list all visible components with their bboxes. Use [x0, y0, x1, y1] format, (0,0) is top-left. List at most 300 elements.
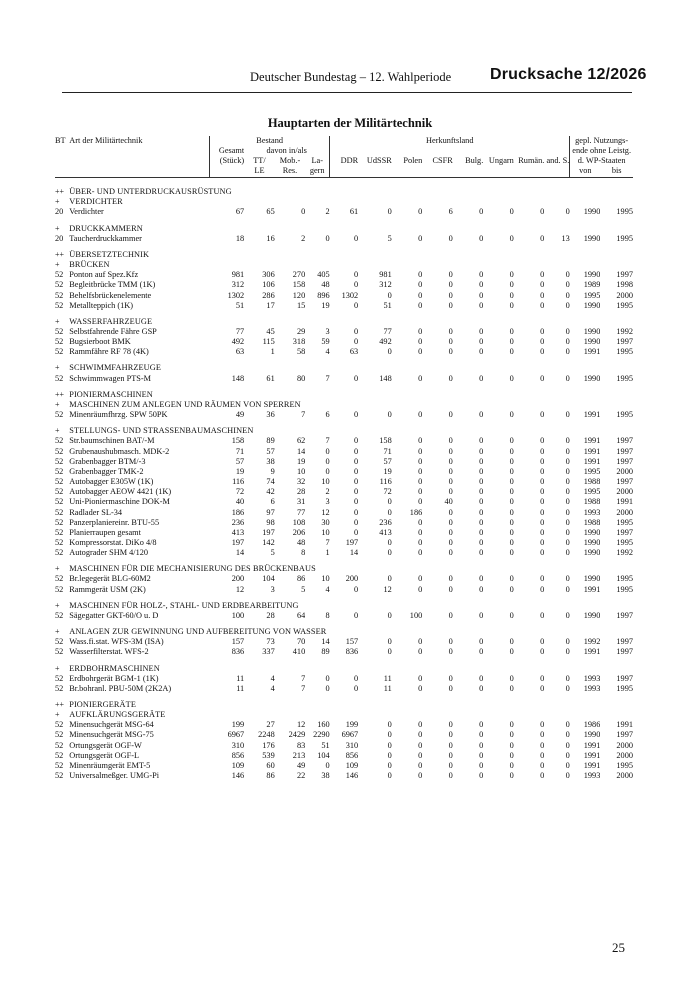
cell-lagern: 14 — [321, 637, 330, 647]
cell-udssr: 0 — [387, 740, 392, 750]
category-marker: + — [55, 663, 60, 673]
cell-csfr: 0 — [448, 720, 453, 730]
cell-udssr: 0 — [387, 548, 392, 558]
cell-mob-res: 158 — [292, 280, 306, 290]
cell-csfr: 0 — [448, 730, 453, 740]
cell-polen: 0 — [418, 290, 423, 300]
cell-bulg: 0 — [479, 207, 484, 217]
cell-ands: 0 — [565, 327, 570, 336]
cell-von: 1992 — [583, 637, 601, 647]
cell-art: Erdbohrgerät BGM-1 (1K) — [69, 673, 159, 683]
cell-udssr: 116 — [379, 477, 392, 487]
col-la: La- — [311, 156, 323, 166]
cell-lagern: 2290 — [313, 730, 330, 740]
cell-gesamt: 148 — [231, 373, 245, 383]
cell-udssr: 0 — [387, 750, 392, 760]
cell-mob-res: 86 — [296, 574, 306, 584]
cell-bt: 52 — [55, 290, 64, 300]
cell-mob-res: 15 — [296, 300, 306, 310]
cell-von: 1991 — [583, 446, 601, 456]
cell-ands: 0 — [565, 584, 570, 594]
cell-csfr: 0 — [448, 436, 453, 446]
cell-udssr: 0 — [387, 730, 392, 740]
table-row — [55, 477, 633, 487]
cell-tt-le: 28 — [266, 610, 275, 620]
cell-udssr: 12 — [383, 584, 392, 594]
cell-udssr: 0 — [387, 507, 392, 517]
cell-rumaen: 0 — [540, 537, 545, 547]
cell-ands: 0 — [565, 373, 570, 383]
col-bis: bis — [600, 166, 633, 177]
cell-udssr: 0 — [387, 760, 392, 770]
cell-ands: 0 — [565, 637, 570, 647]
cell-bis: 2000 — [616, 750, 633, 760]
table-row — [55, 508, 633, 518]
cell-gesamt: 40 — [235, 497, 245, 507]
category-label: AUFKLÄRUNGSGERÄTE — [69, 710, 166, 720]
cell-ddr: 197 — [345, 537, 359, 547]
cell-polen: 0 — [418, 373, 423, 383]
cell-mob-res: 80 — [296, 373, 306, 383]
table-row — [55, 637, 633, 647]
cell-csfr: 6 — [448, 207, 453, 217]
cell-lagern: 3 — [325, 497, 330, 507]
cell-ddr: 856 — [345, 750, 359, 760]
cell-udssr: 148 — [379, 373, 392, 383]
cell-bis: 1991 — [616, 497, 633, 507]
col-le: LE — [244, 166, 275, 177]
cell-polen: 0 — [418, 673, 423, 683]
cell-ands: 0 — [565, 290, 570, 300]
cell-lagern: 89 — [321, 647, 330, 657]
cell-bis: 1997 — [616, 270, 633, 280]
cell-ddr: 0 — [354, 497, 359, 507]
cell-polen: 0 — [418, 410, 423, 420]
cell-bt: 52 — [55, 477, 64, 487]
cell-von: 1991 — [583, 456, 601, 466]
cell-mob-res: 49 — [296, 760, 306, 770]
cell-bulg: 0 — [479, 477, 484, 487]
cell-gesamt: 310 — [231, 740, 245, 750]
cell-lagern: 59 — [321, 337, 330, 347]
cell-von: 1990 — [583, 373, 601, 383]
cell-udssr: 981 — [379, 270, 392, 280]
cell-rumaen: 0 — [540, 507, 545, 517]
cell-rumaen: 0 — [540, 647, 545, 657]
cell-tt-le: 104 — [262, 574, 275, 584]
cell-tt-le: 36 — [266, 410, 275, 420]
header-row-3 — [55, 156, 633, 166]
cell-von: 1990 — [583, 527, 601, 537]
cell-gesamt: 11 — [236, 683, 245, 693]
col-bulg: Bulg. — [465, 156, 484, 166]
cell-bt: 52 — [55, 673, 64, 683]
cell-art: Minensuchgerät MSG-75 — [69, 730, 154, 740]
cell-von: 1995 — [583, 290, 601, 300]
cell-tt-le: 9 — [270, 466, 275, 476]
cell-udssr: 77 — [383, 327, 392, 336]
col-herkunftsland: Herkunftsland — [330, 136, 570, 146]
cell-bis: 1995 — [616, 760, 633, 770]
cell-bulg: 0 — [479, 497, 484, 507]
cell-bis: 1995 — [616, 517, 633, 527]
cell-gesamt: 146 — [231, 771, 245, 781]
cell-lagern: 0 — [325, 456, 330, 466]
cell-mob-res: 48 — [296, 537, 306, 547]
cell-ands: 0 — [565, 647, 570, 657]
cell-tt-le: 2248 — [258, 730, 275, 740]
cell-art: Minenräumgerät EMT-5 — [69, 760, 151, 770]
category-label: ÜBER- UND UNTERDRUCKAUSRÜSTUNG — [69, 187, 232, 197]
table-row — [55, 720, 633, 730]
cell-tt-le: 115 — [262, 337, 275, 347]
cell-bt: 52 — [55, 730, 64, 740]
cell-lagern: 0 — [325, 683, 330, 693]
table-row — [55, 497, 633, 507]
category-marker: + — [55, 710, 60, 720]
cell-ungarn: 0 — [509, 637, 514, 647]
header-rule — [62, 92, 632, 93]
cell-ungarn: 0 — [509, 647, 514, 657]
cell-mob-res: 0 — [301, 207, 306, 217]
cell-gesamt: 236 — [231, 517, 245, 527]
cell-gesamt: 51 — [235, 300, 245, 310]
cell-csfr: 0 — [448, 327, 453, 336]
page-title: Hauptarten der Militärtechnik — [267, 116, 433, 130]
cell-polen: 0 — [418, 446, 423, 456]
cell-rumaen: 0 — [540, 517, 545, 527]
cell-von: 1990 — [583, 270, 601, 280]
col-nutzungsende-3: d. WP-Staaten — [570, 156, 633, 166]
cell-ands: 0 — [565, 477, 570, 487]
table-row — [55, 337, 633, 347]
cell-gesamt: 14 — [235, 548, 245, 558]
cell-ddr: 0 — [354, 300, 359, 310]
cell-von: 1991 — [583, 740, 601, 750]
cell-art: Selbstfahrende Fähre GSP — [69, 327, 157, 336]
cell-bis: 1995 — [616, 347, 633, 357]
cell-mob-res: 108 — [292, 517, 306, 527]
cell-bulg: 0 — [479, 327, 484, 336]
cell-polen: 0 — [418, 647, 423, 657]
cell-polen: 0 — [418, 750, 423, 760]
cell-art: Wasserfilterstat. WFS-2 — [69, 647, 149, 657]
cell-von: 1990 — [583, 730, 601, 740]
cell-ddr: 109 — [345, 760, 359, 770]
cell-mob-res: 32 — [296, 477, 306, 487]
cell-ands: 0 — [565, 300, 570, 310]
cell-ddr: 0 — [354, 280, 359, 290]
category-label: BRÜCKEN — [69, 260, 110, 270]
table-row — [55, 280, 633, 290]
cell-art: Ponton auf Spez.Kfz — [69, 270, 139, 280]
cell-bulg: 0 — [479, 517, 484, 527]
cell-bt: 52 — [55, 574, 64, 584]
cell-tt-le: 27 — [266, 720, 275, 730]
cell-rumaen: 0 — [540, 456, 545, 466]
cell-art: Ortungsgerät OGF-W — [69, 740, 142, 750]
cell-bulg: 0 — [479, 290, 484, 300]
cell-ungarn: 0 — [509, 537, 514, 547]
category-marker: ++ — [55, 249, 65, 259]
category-label: MASCHINEN FÜR HOLZ-, STAHL- UND ERDBEARBEITUNG — [69, 600, 299, 610]
cell-tt-le: 176 — [262, 740, 275, 750]
cell-ands: 0 — [565, 466, 570, 476]
cell-bis: 1997 — [616, 647, 633, 657]
cell-ddr: 14 — [349, 548, 359, 558]
cell-gesamt: 200 — [231, 574, 245, 584]
cell-bis: 2000 — [616, 507, 633, 517]
cell-von: 1991 — [583, 647, 601, 657]
cell-ands: 0 — [565, 548, 570, 558]
cell-tt-le: 74 — [266, 477, 275, 487]
cell-polen: 0 — [418, 517, 423, 527]
cell-gesamt: 57 — [235, 456, 245, 466]
cell-csfr: 0 — [448, 537, 453, 547]
cell-csfr: 0 — [448, 683, 453, 693]
cell-bulg: 0 — [479, 548, 484, 558]
cell-rumaen: 0 — [540, 290, 545, 300]
category-label: DRUCKKAMMERN — [69, 223, 143, 233]
cell-csfr: 0 — [448, 280, 453, 290]
cell-tt-le: 5 — [270, 548, 275, 558]
cell-rumaen: 0 — [540, 487, 545, 497]
cell-gesamt: 67 — [235, 207, 245, 217]
cell-polen: 0 — [418, 347, 423, 357]
cell-mob-res: 19 — [296, 456, 306, 466]
cell-mob-res: 28 — [296, 487, 306, 497]
cell-tt-le: 97 — [266, 507, 275, 517]
cell-von: 1990 — [583, 233, 601, 243]
cell-mob-res: 7 — [301, 410, 306, 420]
table-row — [55, 518, 633, 528]
cell-ands: 0 — [565, 280, 570, 290]
cell-rumaen: 0 — [540, 548, 545, 558]
cell-csfr: 0 — [448, 517, 453, 527]
cell-bt: 52 — [55, 337, 64, 347]
cell-polen: 0 — [418, 327, 423, 336]
header-row-2 — [55, 146, 633, 156]
cell-von: 1993 — [583, 673, 601, 683]
cell-rumaen: 0 — [540, 497, 545, 507]
cell-bt: 52 — [55, 584, 64, 594]
cell-bis: 2000 — [616, 290, 633, 300]
cell-gesamt: 199 — [231, 720, 245, 730]
cell-ungarn: 0 — [509, 771, 514, 781]
col-von: von — [570, 166, 601, 177]
cell-bis: 1997 — [616, 456, 633, 466]
cell-ddr: 0 — [354, 673, 359, 683]
cell-udssr: 57 — [383, 456, 392, 466]
cell-mob-res: 2 — [301, 233, 306, 243]
cell-udssr: 158 — [379, 436, 392, 446]
cell-ungarn: 0 — [509, 507, 514, 517]
category-row — [55, 260, 633, 270]
cell-ands: 0 — [565, 410, 570, 420]
cell-gesamt: 836 — [231, 647, 245, 657]
cell-bt: 52 — [55, 771, 64, 781]
cell-bulg: 0 — [479, 337, 484, 347]
cell-art: Kompressorstat. DiKo 4/8 — [69, 537, 157, 547]
cell-von: 1991 — [583, 760, 601, 770]
header-row-1 — [55, 136, 633, 146]
cell-bt: 52 — [55, 487, 64, 497]
cell-lagern: 160 — [317, 720, 330, 730]
cell-mob-res: 270 — [292, 270, 306, 280]
cell-csfr: 0 — [448, 347, 453, 357]
cell-udssr: 51 — [383, 300, 392, 310]
cell-bt: 52 — [55, 270, 64, 280]
cell-udssr: 413 — [379, 527, 392, 537]
category-label: PIONIERMASCHINEN — [69, 389, 153, 399]
cell-rumaen: 0 — [540, 347, 545, 357]
cell-von: 1991 — [583, 410, 601, 420]
cell-gesamt: 1302 — [227, 290, 245, 300]
cell-polen: 0 — [418, 548, 423, 558]
cell-ddr: 0 — [354, 446, 359, 456]
cell-art: Autobagger AEOW 4421 (1K) — [69, 487, 172, 497]
cell-tt-le: 286 — [262, 290, 275, 300]
cell-polen: 0 — [418, 760, 423, 770]
cell-ungarn: 0 — [509, 487, 514, 497]
cell-bulg: 0 — [479, 537, 484, 547]
cell-ungarn: 0 — [509, 207, 514, 217]
cell-art: Schwimmwagen PTS-M — [69, 373, 152, 383]
cell-mob-res: 5 — [301, 584, 306, 594]
table-row — [55, 467, 633, 477]
cell-ddr: 146 — [345, 771, 359, 781]
cell-bt: 52 — [55, 537, 64, 547]
cell-von: 1989 — [583, 280, 601, 290]
cell-bulg: 0 — [479, 270, 484, 280]
cell-bis: 1992 — [616, 327, 633, 336]
table-row — [55, 528, 633, 538]
table-row — [55, 730, 633, 740]
cell-tt-le: 16 — [266, 233, 275, 243]
cell-udssr: 0 — [387, 610, 392, 620]
col-art: Art der Militärtechnik — [69, 136, 143, 145]
cell-polen: 0 — [418, 207, 423, 217]
cell-ungarn: 0 — [509, 456, 514, 466]
cell-polen: 0 — [418, 771, 423, 781]
cell-rumaen: 0 — [540, 270, 545, 280]
cell-art: Metallteppich (1K) — [69, 300, 134, 310]
cell-lagern: 4 — [325, 347, 330, 357]
cell-udssr: 0 — [387, 537, 392, 547]
table-row — [55, 207, 633, 217]
category-marker: + — [55, 426, 60, 436]
cell-ands: 0 — [565, 750, 570, 760]
cell-von: 1990 — [583, 548, 601, 558]
cell-ands: 0 — [565, 507, 570, 517]
cell-bis: 1995 — [616, 207, 633, 217]
cell-polen: 0 — [418, 436, 423, 446]
cell-ddr: 0 — [354, 487, 359, 497]
cell-lagern: 4 — [325, 584, 330, 594]
cell-bis: 1995 — [616, 373, 633, 383]
cell-ungarn: 0 — [509, 574, 514, 584]
cell-bt: 52 — [55, 410, 64, 420]
cell-bis: 1995 — [616, 233, 633, 243]
cell-udssr: 72 — [383, 487, 392, 497]
cell-ungarn: 0 — [509, 410, 514, 420]
cell-art: Rammfähre RF 78 (4K) — [69, 347, 149, 357]
cell-art: Begleitbrücke TMM (1K) — [69, 280, 156, 290]
cell-von: 1990 — [583, 300, 601, 310]
cell-mob-res: 77 — [296, 507, 306, 517]
cell-udssr: 312 — [379, 280, 392, 290]
cell-von: 1988 — [583, 517, 601, 527]
cell-ands: 0 — [565, 446, 570, 456]
cell-von: 1995 — [583, 466, 601, 476]
cell-mob-res: 12 — [296, 720, 306, 730]
cell-bt: 20 — [55, 233, 64, 243]
cell-bulg: 0 — [479, 750, 484, 760]
cell-von: 1995 — [583, 487, 601, 497]
cell-rumaen: 0 — [540, 574, 545, 584]
cell-lagern: 12 — [321, 507, 330, 517]
cell-ands: 0 — [565, 487, 570, 497]
cell-bis: 1997 — [616, 446, 633, 456]
cell-bt: 52 — [55, 446, 64, 456]
cell-lagern: 7 — [325, 373, 330, 383]
table-row — [55, 457, 633, 467]
cell-udssr: 11 — [383, 683, 392, 693]
category-marker: + — [55, 363, 60, 373]
cell-lagern: 7 — [325, 436, 330, 446]
cell-rumaen: 0 — [540, 740, 545, 750]
cell-ungarn: 0 — [509, 740, 514, 750]
cell-tt-le: 6 — [270, 497, 275, 507]
cell-udssr: 19 — [383, 466, 392, 476]
cell-mob-res: 10 — [296, 466, 306, 476]
cell-bulg: 0 — [479, 637, 484, 647]
cell-bulg: 0 — [479, 610, 484, 620]
table-row — [55, 761, 633, 771]
cell-lagern: 19 — [321, 300, 330, 310]
cell-csfr: 0 — [448, 373, 453, 383]
category-row — [55, 390, 633, 400]
table-row — [55, 291, 633, 301]
cell-ungarn: 0 — [509, 300, 514, 310]
cell-bis: 1997 — [616, 610, 633, 620]
cell-ands: 0 — [565, 270, 570, 280]
cell-ddr: 0 — [354, 410, 359, 420]
cell-polen: 0 — [418, 300, 423, 310]
category-row — [55, 627, 633, 637]
cell-mob-res: 206 — [292, 527, 306, 537]
category-label: STELLUNGS- UND STRASSENBAUMASCHINEN — [69, 426, 254, 436]
cell-art: Str.baumschinen BAT/-M — [69, 436, 155, 446]
cell-lagern: 1 — [325, 548, 330, 558]
cell-bt: 52 — [55, 280, 64, 290]
cell-tt-le: 4 — [270, 673, 275, 683]
cell-udssr: 71 — [383, 446, 392, 456]
cell-art: Behelfsbrückenelemente — [69, 290, 152, 300]
col-ddr: DDR — [330, 156, 358, 166]
cell-von: 1993 — [583, 507, 601, 517]
cell-csfr: 0 — [448, 750, 453, 760]
cell-tt-le: 60 — [266, 760, 275, 770]
col-bestand: Bestand — [210, 136, 330, 146]
cell-gesamt: 186 — [231, 507, 245, 517]
cell-bis: 1992 — [616, 548, 633, 558]
cell-tt-le: 1 — [270, 347, 275, 357]
table-row — [55, 741, 633, 751]
cell-tt-le: 61 — [266, 373, 275, 383]
table-row — [55, 647, 633, 657]
category-row — [55, 197, 633, 207]
